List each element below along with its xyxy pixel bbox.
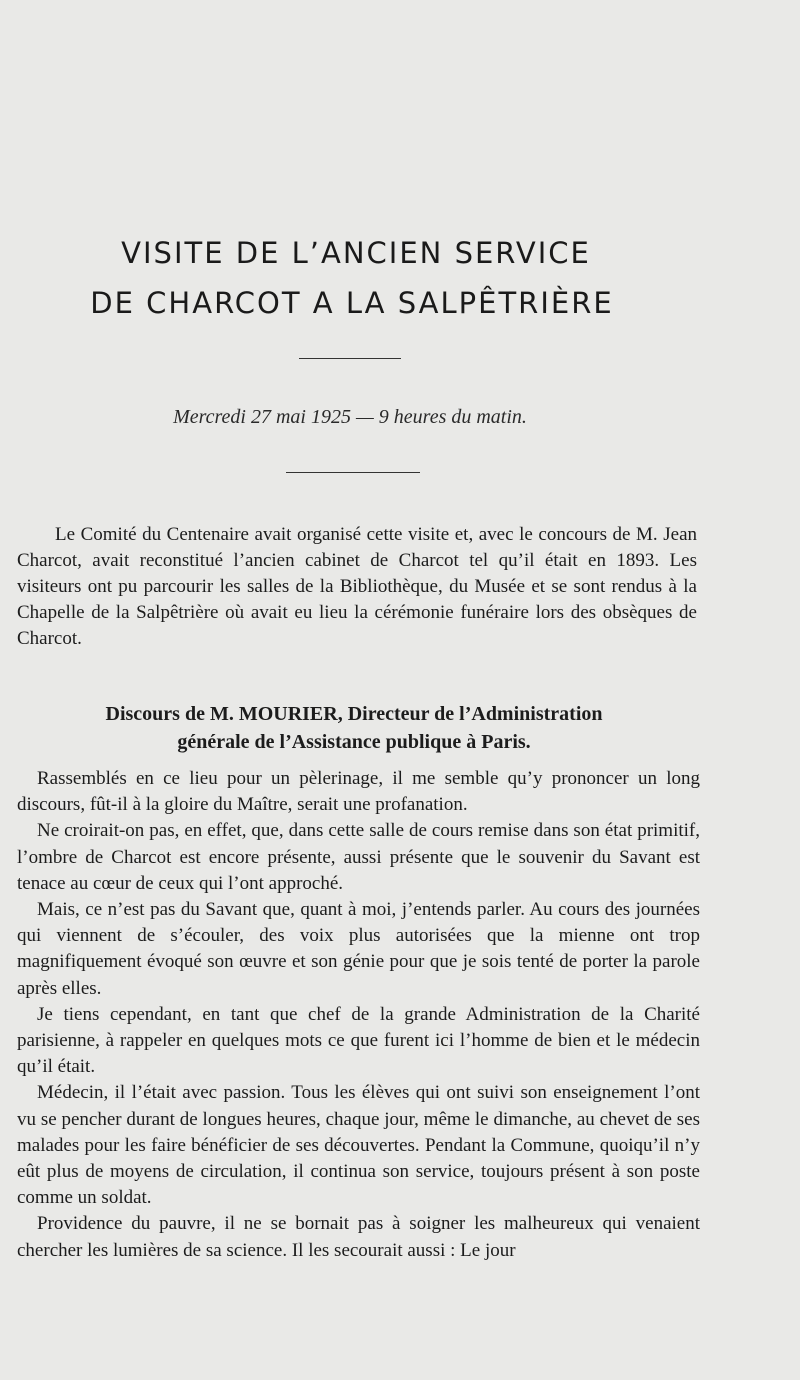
speech-paragraph: Je tiens cependant, en tant que chef de la grande Administration de la Charité parisienne, à rappeler en quelques mots ce que furent ici l’homme de bien et le médecin qu’il était. <box>17 1003 700 1078</box>
speech-heading-line-2: générale de l’Assistance publique à Paris. <box>177 731 531 753</box>
title-line-2: DE CHARCOT A LA SALPÊTRIÈRE <box>90 286 614 320</box>
title-line-1: VISITE DE L’ANCIEN SERVICE <box>121 236 591 270</box>
speech-paragraph: Rassemblés en ce lieu pour un pèlerinage, il me semble qu’y prononcer un long discours, fût-il à la gloire du Maître, serait une profanation. <box>17 768 700 816</box>
speech-body <box>17 766 700 1264</box>
intro-paragraph: Le Comité du Centenaire avait organisé cette visite et, avec le concours de M. Jean Charcot, avait reconstitué l’ancien cabinet de Charcot tel qu’il était en 1893. Les visiteurs ont pu parcourir les salles de la Bibliothèque, du Musée et se sont rendus à la Chapelle de la Salpêtrière où avait eu lieu la cérémonie funéraire lors des obsèques de Charcot. <box>17 524 697 649</box>
speech-paragraph: Mais, ce n’est pas du Savant que, quant à moi, j’entends parler. Au cours des journées qui viennent de s’écouler, des voix plus autorisées que la mienne ont trop magnifiquement évoqué son œuvre et son génie pour que je sois tenté de porter la parole après elles. <box>17 899 700 999</box>
speech-heading-line-1: Discours de M. MOURIER, Directeur de l’Administration <box>105 703 603 725</box>
speech-paragraph: Providence du pauvre, il ne se bornait pas à soigner les malheureux qui venaient chercher les lumières de sa science. Il les secourait aussi : Le jour <box>17 1213 700 1261</box>
speech-paragraph: Ne croirait-on pas, en effet, que, dans cette salle de cours remise dans son état primitif, l’ombre de Charcot est encore présente, aussi présente que le souvenir du Savant est tenace au cœur de ceux qui l’ont approché. <box>17 820 700 894</box>
speech-paragraph: Médecin, il l’était avec passion. Tous les élèves qui ont suivi son enseignement l’ont vu se pencher durant de longues heures, chaque jour, même le dimanche, au chevet de ses malades pour les faire bénéficier de ses découvertes. Pendant la Commune, quoiqu’il n’y eût plus de moyens de circulation, il continua son service, toujours présent à son poste comme un soldat. <box>17 1082 700 1209</box>
date-divider <box>286 472 420 473</box>
date-line: Mercredi 27 mai 1925 — 9 heures du matin. <box>173 406 527 428</box>
speech-heading <box>0 700 708 756</box>
title-divider <box>299 358 401 359</box>
